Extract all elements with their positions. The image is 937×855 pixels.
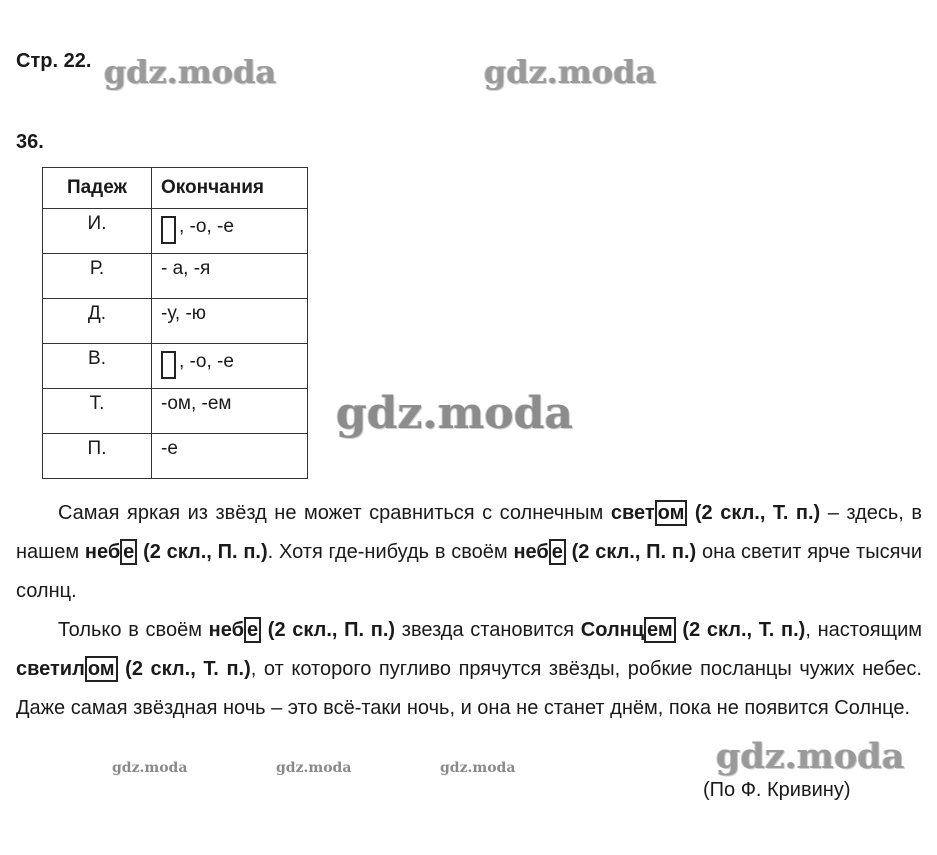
header-endings: Окончания <box>152 168 308 209</box>
case-cell: И. <box>43 209 152 254</box>
endings-cell: -е <box>152 434 308 479</box>
text-run: – здесь, в нашем <box>16 502 922 563</box>
ending-box: е <box>244 617 261 643</box>
paragraph-1 <box>16 494 922 611</box>
text-run: Только в своём <box>58 619 209 641</box>
exercise-number: 36. <box>16 131 44 153</box>
word-stem: неб <box>208 619 244 641</box>
watermark: gdz.moda <box>336 388 574 439</box>
ending-box: ом <box>85 656 118 682</box>
case-cell: П. <box>43 434 152 479</box>
watermark: gdz.moda <box>276 760 352 776</box>
page-label: Стр. 22. <box>16 50 92 72</box>
case-cell: Т. <box>43 389 152 434</box>
text-run: , настоящим <box>805 619 923 641</box>
text-run: . Хотя где-нибудь в своём <box>267 541 514 563</box>
endings-cell: -ом, -ем <box>152 389 308 434</box>
header-case: Падеж <box>43 168 152 209</box>
grammar-note: (2 скл., П. п.) <box>261 619 396 641</box>
analyzed-word <box>611 500 688 526</box>
word-stem: свет <box>610 502 655 524</box>
endings-cell <box>152 209 308 254</box>
case-cell: Р. <box>43 254 152 299</box>
text-run: звезда становится <box>395 619 581 641</box>
case-cell: В. <box>43 344 152 389</box>
grammar-note: (2 скл., Т. п.) <box>117 658 251 680</box>
word-stem: неб <box>84 541 121 563</box>
endings-table <box>42 167 308 479</box>
endings-cell: -у, -ю <box>152 299 308 344</box>
analyzed-word <box>85 539 137 565</box>
grammar-note: (2 скл., П. п.) <box>565 541 697 563</box>
watermark: gdz.moda <box>104 53 277 91</box>
watermark: gdz.moda <box>716 736 905 777</box>
endings-cell <box>152 344 308 389</box>
word-stem: неб <box>513 541 549 563</box>
author-attribution: (По Ф. Кривину) <box>703 779 851 801</box>
watermark: gdz.moda <box>112 760 188 776</box>
zero-ending-box <box>161 351 176 379</box>
case-cell: Д. <box>43 299 152 344</box>
table-row <box>43 299 308 344</box>
analyzed-word <box>581 617 676 643</box>
text-block <box>16 494 922 728</box>
grammar-note: (2 скл., П. п.) <box>137 541 268 563</box>
watermark: gdz.moda <box>484 53 657 91</box>
ending-box: ом <box>655 500 688 526</box>
analyzed-word <box>513 539 565 565</box>
table-row <box>43 254 308 299</box>
zero-ending-box <box>161 216 176 244</box>
grammar-note: (2 скл., Т. п.) <box>675 619 806 641</box>
table-row <box>43 344 308 389</box>
analyzed-word <box>16 656 118 682</box>
endings-text: , -о, -е <box>179 351 234 373</box>
paragraph-2 <box>16 611 922 728</box>
endings-text: , -о, -е <box>179 216 234 238</box>
word-stem: светил <box>16 658 85 680</box>
endings-cell: - а, -я <box>152 254 308 299</box>
watermark: gdz.moda <box>440 760 516 776</box>
text-run: , от которого пугливо прячутся звёзды, робкие посланцы чужих небес. Даже самая звёздная ночь – это всё-таки ночь, и она не станет днём, пока не появится Солнце. <box>16 658 922 719</box>
text-run: Самая яркая из звёзд не может сравниться с солнечным <box>58 502 611 524</box>
table-row <box>43 389 308 434</box>
word-stem: Солнц <box>580 619 645 641</box>
ending-box: е <box>549 539 566 565</box>
analyzed-word <box>209 617 261 643</box>
ending-box: ем <box>644 617 676 643</box>
grammar-note: (2 скл., Т. п.) <box>687 502 821 524</box>
table-row <box>43 209 308 254</box>
text-run: она светит ярче тысячи солнц. <box>16 541 922 602</box>
ending-box: е <box>120 539 137 565</box>
table-row <box>43 434 308 479</box>
